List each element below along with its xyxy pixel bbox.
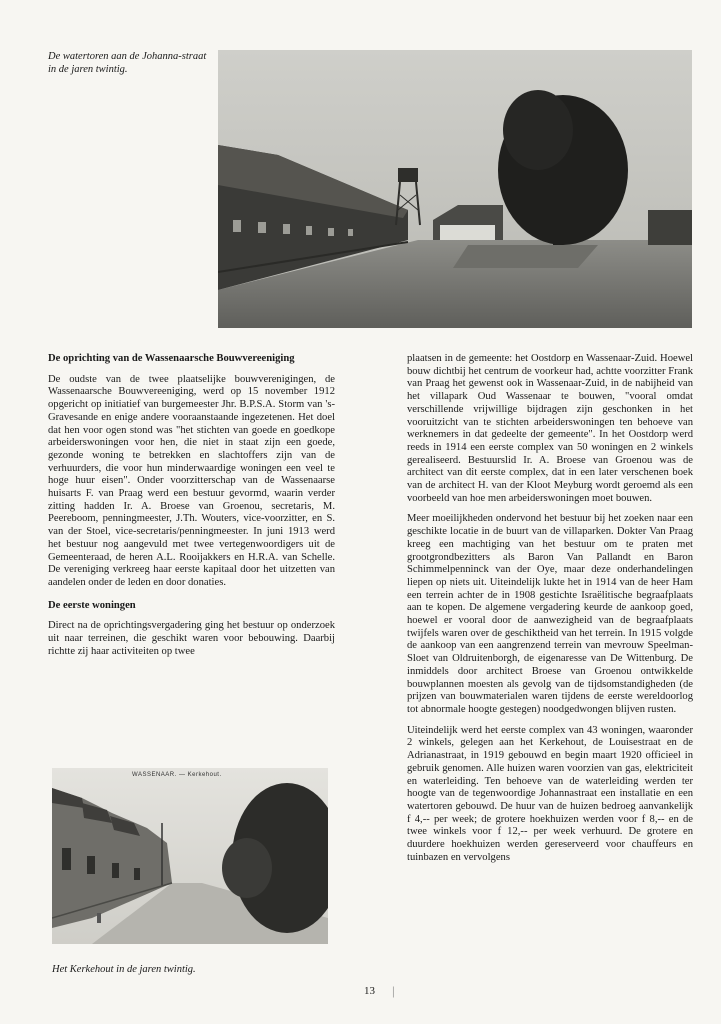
paragraph-uiteindelijk: Uiteindelijk werd het eerste complex van 43 woningen, waaronder 2 winkels, gelegen aan het Kerkehout, de Louisestraat en de Adrianastraat, in 1919 gebouwd en begin maart 1920 officieel in gebruik genomen. Alle huizen waren voorzien van gas, elektriciteit en waterleiding. Ten behoeve van de waterleiding werden ter hoogte van de tegenwoordige Johannastraat een installatie en een watertoren gebouwd. De huur van de huizen bedroeg aanvankelijk f 4,-- per week; de grotere hoekhuizen werden voor f 8,-- en de twee winkels voor f 12,-- per week verhuurd. De grotere en duurdere hoekhuizen werden gereserveerd voor chauffeurs en tuinbazen en vervolgens (407, 724, 693, 863)
paragraph-eerste-woningen: Direct na de oprichtingsvergadering ging het bestuur op onderzoek uit naar terreinen, die geschikt waren voor bebouwing. Daarbij richtte zij haar activiteiten op twee (48, 620, 335, 657)
photo-water-tower-drawing (218, 50, 692, 328)
photo-water-tower (218, 50, 692, 328)
paragraph-plaatsen: plaatsen in de gemeente: het Oostdorp en Wassenaar-Zuid. Hoewel bouw dichtbij het centrum de voorkeur had, achtte voorzitter Frank van Praag het gewenst ook in Wassenaar-Zuid, in de nabijheid van het villapark Oud Wassenaar te bouwen, "vooral omdat verschillende vrijwillige bijdragen zijn geschonken in het vooruitzicht van te stichten arbeiderswoningen ten behoeve van werknemers in dat gedeelte der gemeente". In het Oostdorp werd reeds in 1914 een eerste complex van 50 woningen en 2 winkels gerealiseerd. Bestuurslid Ir. A. Broese van Groenou was de architect van dit eerste complex, dat in een later verschenen boek van de architect H. van der Kloot Meyburg wordt geroemd als een voorbeeld van hoe men arbeiderswoningen moet bouwen. (407, 353, 693, 504)
left-column (48, 353, 335, 666)
photo-kerkehout-drawing (52, 768, 328, 944)
caption-top: De watertoren aan de Johanna-straat in de jaren twintig. (48, 51, 207, 75)
margin-mark: | (392, 983, 395, 998)
paragraph-oprichting: De oudste van de twee plaatselijke bouwverenigingen, de Wassenaarsche Bouwvereeniging, werd op 15 november 1912 opgericht op initiatief van burgemeester Jhr. B.P.S.A. Storm van 's-Gravesande en enige andere vooraanstaande ingezetenen. Het doel dat hen voor ogen stond was "het stichten van goede en goedkope arbeiderswoningen voor hen, die niet in staat zijn een goede, gezonde woning te betrekken en slachtoffers zijn van de verhuurders, die voor hun minderwaardige woningen een veel te hoge huur eisen". Onder voorzitterschap van de Wassenaarse huisarts F. van Praag werd een bestuur gevormd, waarin verder zitting hadden Ir. A. Broese van Groenou, secretaris, M. Peereboom, penningmeester, J.Th. Wouters, vice-voorzitter, en S. van der Stoel, vice-secretaris/penningmeester. In juni 1913 werd het bestuur nog aangevuld met twee vertegenwoordigers uit de Gemeenteraad, de heren A.L. Rooijakkers en H.R.A. van Schelle. De vereniging verkreeg haar eerste kapitaal door het uitzetten van aandelen onder de leden en door donaties. (48, 373, 335, 588)
right-column (407, 353, 693, 872)
heading-oprichting: De oprichting van de Wassenaarsche Bouwvereeniging (48, 353, 295, 364)
photo-kerkehout (52, 768, 328, 944)
caption-bottom: Het Kerkehout in de jaren twintig. (52, 964, 196, 975)
heading-eerste-woningen: De eerste woningen (48, 599, 136, 611)
paragraph-moeilijkheden: Meer moeilijkheden ondervond het bestuur bij het zoeken naar een geschikte locatie in de buurt van de villaparken. Dokter Van Praag kreeg een machtiging van het bestuur om te praten met grootgrondbezitters als Baron Van Pallandt en Baron Schimmelpenninck van der Oye, maar deze onderhandelingen liepen op niets uit. Uiteindelijk lukte het in 1914 van de heer Ham een terrein achter de in 1908 gestichte Israëlitische begraafplaats aan te kopen. De algemene vergadering keurde de aankoop goed, hoewel er vooral door de aanwezigheid van de begraafplaats twijfels waren over de geschiktheid van het terrein. In 1915 volgde de aankoop van een aangrenzend terrein van mevrouw Speelman-Sloet van Oldruitenborgh, de eigenaresse van De Wittenburg. De inmiddels door architect Broese van Groenou ontwikkelde bouwplannen moesten als gevolg van de tijdsomstandigheden (de prijzen van bouwmaterialen waren tijdens de eerste wereldoorlog tot abnormale hoogte gestegen) noodgedwongen blijven rusten. (407, 513, 693, 715)
photo-kerkehout-inscription: WASSENAAR. — Kerkehout. (132, 772, 222, 778)
page-number: 13 (364, 985, 375, 997)
